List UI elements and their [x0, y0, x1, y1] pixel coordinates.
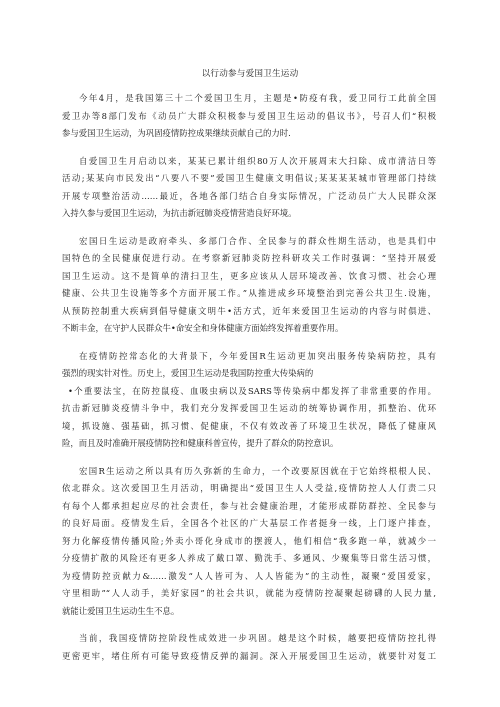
text-line: 努力化解疫情传播风险;外卖小哥化身成市的摆渡人，他们相信“我多跑一单，就减少一	[62, 535, 436, 546]
text-line: 有每个人都承担起应尽的社会责任，参与社会健康治理，才能形成群防群控、全民参与	[62, 500, 436, 511]
text-line: 当前，我国疫情防控阶段性成效进一步巩固。越是这个时候，越要把疫情防控扎得	[79, 633, 436, 643]
text-line: 险，而且及时准确开展疫情防控和健康科普宣传，提升了群众的防控意识。	[62, 438, 339, 448]
text-line: 就能让爱国卫生运动生生不息。	[62, 605, 180, 616]
text-line: 宏国R生运动之所以具有历久弥新的生命力，一个改要原因就在于它始终根根人民、	[79, 465, 436, 476]
paragraph-2	[62, 153, 436, 223]
paragraph-5	[62, 383, 436, 453]
text-line: 为疫情防控贡献力&……激发“人人皆可为、人人皆能为”的主动性，凝聚“爱国爱家，	[62, 570, 436, 581]
text-line: 国卫生运动。这不是简单的清扫卫生，更多应该从人居环境改善、饮食习惯、社会心理	[62, 270, 436, 281]
document-title: 以行动参与爱国卫生运动	[201, 69, 299, 79]
text-line: 国特色的全民健康促进行动。在考察新冠肺炎防控科研攻关工作时强调：“坚持开展爱	[62, 253, 436, 263]
text-line: 今年4月，是我国第三十二个爱国卫生月，主题是•防疫有我，爱卫同行工此前全国	[79, 93, 436, 103]
text-line: 依北群众。这次爱国卫生月活动，明确提出“爱国卫生人人受益,疫情防控人人仃责二只	[62, 483, 436, 493]
text-line: 入持久参与爱国卫生运动，为抗击新冠肺炎疫情营造良好环境。	[62, 208, 297, 218]
paragraph-4	[62, 348, 436, 383]
document-body	[62, 90, 436, 675]
text-line: 的良好局面。疫情发生后，全国各个社区的广大基层工作者挺身一线，上门逐户排查，	[62, 518, 436, 528]
text-line: •个重要法宝，在防控鼠疫、血吸虫病以及SARS等传染病中都发挥了非常重要的作用。	[68, 385, 436, 396]
paragraph-1	[62, 90, 436, 143]
text-line: 在疫情防控常态化的大背景下，今年爱国R生运动更加突出服务传染病防控，具有	[79, 350, 436, 361]
text-line: 活动;某某向市民发出“八要八不要”爱国卫生健康文明倡议;某某某某城市管理部门持续	[62, 173, 436, 183]
text-line: 从预防控制重大疾病到倡导健康文明牛•活方式，近年来爱国卫生运动的内容与时俱进、	[62, 305, 436, 316]
text-line: 分疫情扩散的风险还有更多人养成了戴口罩、勤洗手、多通风、少聚集等日常生活习惯，	[62, 553, 436, 563]
paragraph-3	[62, 233, 436, 338]
text-line: 健康、公共卫生设施等多个方面开展工作。”从推进成乡环境整治到完善公共卫生.设施，	[62, 288, 436, 298]
text-line: 不断丰金，在守护人民群众牛•命安全和身体健康方面始终发挥着重要作用。	[62, 323, 344, 333]
paragraph-6	[62, 463, 436, 621]
text-line: 抗击新冠肺炎疫情斗争中，我们充分发挥爱国卫生运动的统筹协调作用，抓整治、优环	[62, 403, 436, 413]
text-line: 强烈的现实针对性。历史上，爱国卫生运动是我国防控重大传染病的	[62, 368, 314, 378]
text-line: 爱卫办等8部门发布《动员广大群众积极参与爱国卫生运动的倡议书》，号召人们“积极	[62, 110, 436, 121]
text-line: 境，抓设施、强基础，抓习惯、促健康，不仅有效改善了环境卫生状况，降低了健康风	[62, 420, 436, 431]
text-line: 守里相助”“人人动手，美好家园”的社会共识，就能为疫情防控凝聚起磅礴的人民力量,	[62, 588, 436, 598]
text-line: 宏国日生运动是政府牵头、多部门合作、全民参与的群众性期生活动，也是具们中	[79, 235, 436, 246]
text-line: 参与爱国卫生运动，为巩固疫情防控成果继续贡献自己的力时.	[62, 128, 291, 138]
text-line: 自爱国卫生月启动以来，某某已累计组织80万人次开展周末大扫除、成市清洁日等	[79, 155, 436, 166]
text-line: 开展专项整治活动……最近，各地各部门结合自身实际情况，广泛动员广大人民群众深	[62, 190, 436, 201]
text-line: 更密更牢，堵住所有可能导致疫情反弹的漏洞。深入开展爱国卫生运动，就要针对复工	[62, 650, 436, 661]
paragraph-7	[62, 630, 436, 665]
